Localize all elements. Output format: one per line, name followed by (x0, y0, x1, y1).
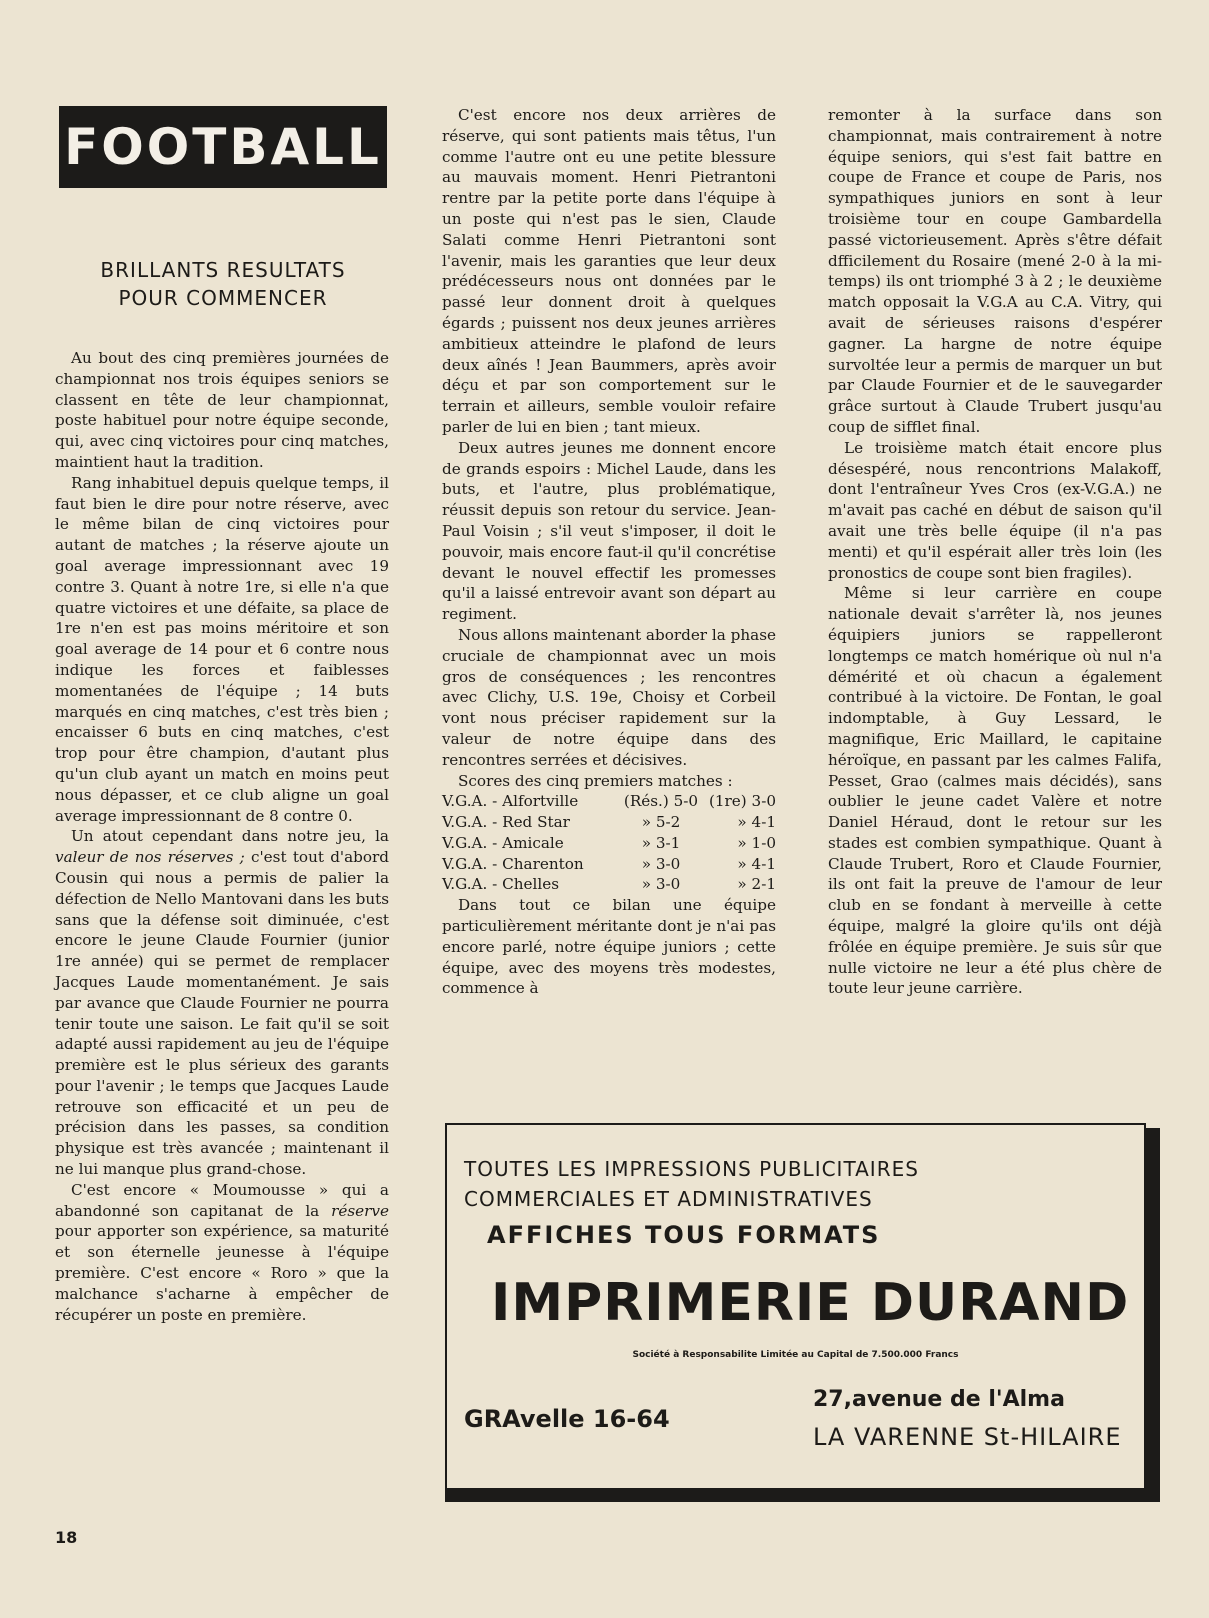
article-headline (59, 256, 387, 312)
paragraph: remonter à la surface dans son championnat, mais contrairement à notre équipe seniors, qui s'est fait battre en coupe de France et coupe de Paris, nos sympathiques juniors en sont à leur troisième tour en coupe Gambardella passé victorieusement. Après s'être défait dfficilement du Rosaire (mené 2-0 à la mi-temps) ils ont triomphé 3 à 2 ; le deuxième match opposait la V.G.A au C.A. Vitry, qui avait de sérieuses raisons d'espérer gagner. La hargne de notre équipe survoltée leur a permis de marquer un but par Claude Fournier et de le sauvegarder grâce surtout à Claude Trubert jusqu'au coup de sifflet final. (828, 106, 1162, 436)
ad-shadow (1146, 1128, 1160, 1500)
emphasis: valeur de nos réserves ; (55, 848, 245, 867)
score-reserve: » 3-1 (641, 833, 681, 852)
ad-tagline-3: AFFICHES TOUS FORMATS (487, 1221, 881, 1249)
text-run: pour apporter son expérience, sa maturité et son éternelle jeunesse à l'équipe première. C'est encore « Roro » que la malchance s'acharne à empêcher de récupérer un poste en première. (55, 1222, 389, 1324)
section-title: FOOTBALL (64, 118, 382, 176)
score-match: V.G.A. - Amicale (442, 833, 564, 852)
score-first: (1re) 3-0 (708, 792, 776, 811)
ad-legal-notice: Société à Responsabilite Limitée au Capital de 7.500.000 Francs (632, 1350, 959, 1360)
paragraph: Le troisième match était encore plus désespéré, nous rencontrions Malakoff, dont l'entraîneur Yves Cros (ex-V.G.A.) ne m'avait pas caché en début de saison qu'il avait une très belle équipe (il n'a pas menti) et qu'il espérait aller très loin (les pronostics de coupe sont bien fragiles). (828, 438, 1162, 582)
headline-line-2: POUR COMMENCER (118, 286, 328, 310)
score-row (442, 791, 776, 812)
ad-tagline-1: TOUTES LES IMPRESSIONS PUBLICITAIRES (464, 1157, 919, 1181)
score-row (442, 854, 776, 875)
score-reserve: (Rés.) 5-0 (623, 792, 699, 811)
score-reserve: » 5-2 (641, 813, 681, 832)
score-row (442, 833, 776, 854)
paragraph (55, 826, 389, 1180)
section-banner (59, 106, 387, 188)
score-reserve: » 3-0 (641, 854, 681, 873)
paragraph: C'est encore nos deux arrières de réserve, qui sont patients mais têtus, l'un comme l'autre ont eu une petite blessure au mauvais moment. Henri Pietrantoni rentre par la petite porte dans l'équipe à un poste qui n'est pas le sien, Claude Salati comme Henri Pietrantoni sont l'avenir, mais les garanties que leur deux prédécesseurs nous ont données par le passé leur donnent droit à quelques égards ; puissent nos deux jeunes arrières ambitieux atteindre le plafond de leurs deux aînés ! Jean Baummers, après avoir déçu et par son comportement sur le terrain et ailleurs, semble vouloir refaire parler de lui en bien ; tant mieux. (442, 106, 776, 436)
article-column-1 (55, 348, 389, 1325)
text-run: Un atout cependant dans notre jeu, la (71, 827, 389, 846)
ad-tagline-2: COMMERCIALES ET ADMINISTRATIVES (464, 1187, 873, 1211)
ad-street-address: 27,avenue de l'Alma (813, 1387, 1065, 1412)
score-first: » 4-1 (737, 813, 776, 832)
ad-company-name: IMPRIMERIE DURAND (491, 1273, 1130, 1333)
score-first: » 2-1 (737, 875, 776, 894)
score-match: V.G.A. - Red Star (442, 813, 570, 832)
score-row (442, 874, 776, 895)
page-number: 18 (55, 1528, 78, 1547)
article-column-3 (828, 105, 1162, 999)
score-reserve: » 3-0 (641, 875, 681, 894)
scores-table (442, 791, 776, 895)
paragraph: Au bout des cinq premières journées de championnat nos trois équipes seniors se classent en tête de leur championnat, poste habituel pour notre équipe seconde, qui, avec cinq victoires pour cinq matches, maintient haut la tradition. (55, 349, 389, 471)
score-match: V.G.A. - Charenton (442, 854, 584, 873)
printer-advertisement (445, 1123, 1146, 1493)
paragraph: Deux autres jeunes me donnent encore de grands espoirs : Michel Laude, dans les buts, et l'autre, plus problématique, réussit depuis son retour du service. Jean-Paul Voisin ; s'il veut s'imposer, il doit le pouvoir, mais encore faut-il qu'il concrétise devant le nouvel effectif les promesses qu'il a laissé entrevoir avant son départ au regiment. (442, 438, 776, 624)
article-column-2 (442, 105, 776, 999)
score-match: V.G.A. - Chelles (442, 875, 560, 894)
paragraph: Rang inhabituel depuis quelque temps, il faut bien le dire pour notre réserve, avec le même bilan de cinq victoires pour autant de matches ; la réserve ajoute un goal average impressionnant avec 19 contre 3. Quant à notre 1re, si elle n'a que quatre victoires et une défaite, sa place de 1re n'en est pas moins méritoire et son goal average de 14 pour et 6 contre nous indique les forces et faiblesses momentanées de l'équipe ; 14 buts marqués en cinq matches, c'est très bien ; encaisser 6 buts en cinq matches, c'est trop pour être champion, d'autant plus qu'un club ayant un match en moins peut nous dépasser, et ce club aligne un goal average impressionnant de 8 contre 0. (55, 473, 389, 825)
paragraph: Dans tout ce bilan une équipe particulièrement méritante dont je n'ai pas encore parlé, notre équipe juniors ; cette équipe, avec des moyens très modestes, commence à (442, 896, 776, 998)
score-first: » 1-0 (737, 833, 776, 852)
score-first: » 4-1 (737, 854, 776, 873)
text-run: c'est tout d'abord Cousin qui nous a permis de palier la défection de Nello Mantovani dans les buts sans que la défense soit diminuée, c'est encore le jeune Claude Fournier (junior 1re année) qui se permet de remplacer Jacques Laude momentanément. Je sais par avance que Claude Fournier ne pourra tenir toute une saison. Le fait qu'il se soit adapté aussi rapidement au jeu de l'équipe première est le plus sérieux des garants pour l'avenir ; le temps que Jacques Laude retrouve son efficacité et un peu de précision dans les passes, sa condition physique est très avancée ; maintenant il ne lui manque plus grand-chose. (55, 848, 390, 1179)
paragraph: Même si leur carrière en coupe nationale devait s'arrêter là, nos jeunes équipiers juniors se rappelleront longtemps ce match homérique où nul n'a démérité et où chacun a également contribué à la victoire. De Fontan, le goal indomptable, à Guy Lessard, le magnifique, Eric Maillard, le capitaine héroïque, en passant par les calmes Falifa, Pesset, Grao (calmes mais décidés), sans oublier le jeune cadet Valère et notre Daniel Héraud, dont le retour sur les stades est combien sympathique. Quant à Claude Trubert, Roro et Claude Fournier, ils ont fait la preuve de l'amour de leur club en se fondant à merveille à cette équipe, malgré la gloire qu'ils ont déjà frôlée en équipe première. Je suis sûr que nulle victoire ne leur a été plus chère de toute leur jeune carrière. (828, 584, 1162, 998)
paragraph: Nous allons maintenant aborder la phase cruciale de championnat avec un mois gros de conséquences ; les rencontres avec Clichy, U.S. 19e, Choisy et Corbeil vont nous préciser rapidement sur la valeur de notre équipe dans des rencontres serrées et décisives. (442, 625, 776, 769)
score-row (442, 812, 776, 833)
ad-phone: GRAvelle 16-64 (464, 1405, 670, 1433)
emphasis: réserve (331, 1201, 389, 1220)
score-match: V.G.A. - Alfortville (442, 792, 579, 811)
ad-city: LA VARENNE St-HILAIRE (813, 1423, 1122, 1451)
text-run: C'est encore « Moumousse » qui a abandonné son capitanat de la (55, 1180, 389, 1220)
paragraph: Scores des cinq premiers matches : (458, 771, 733, 790)
paragraph (55, 1180, 389, 1326)
headline-line-1: BRILLANTS RESULTATS (100, 258, 346, 282)
